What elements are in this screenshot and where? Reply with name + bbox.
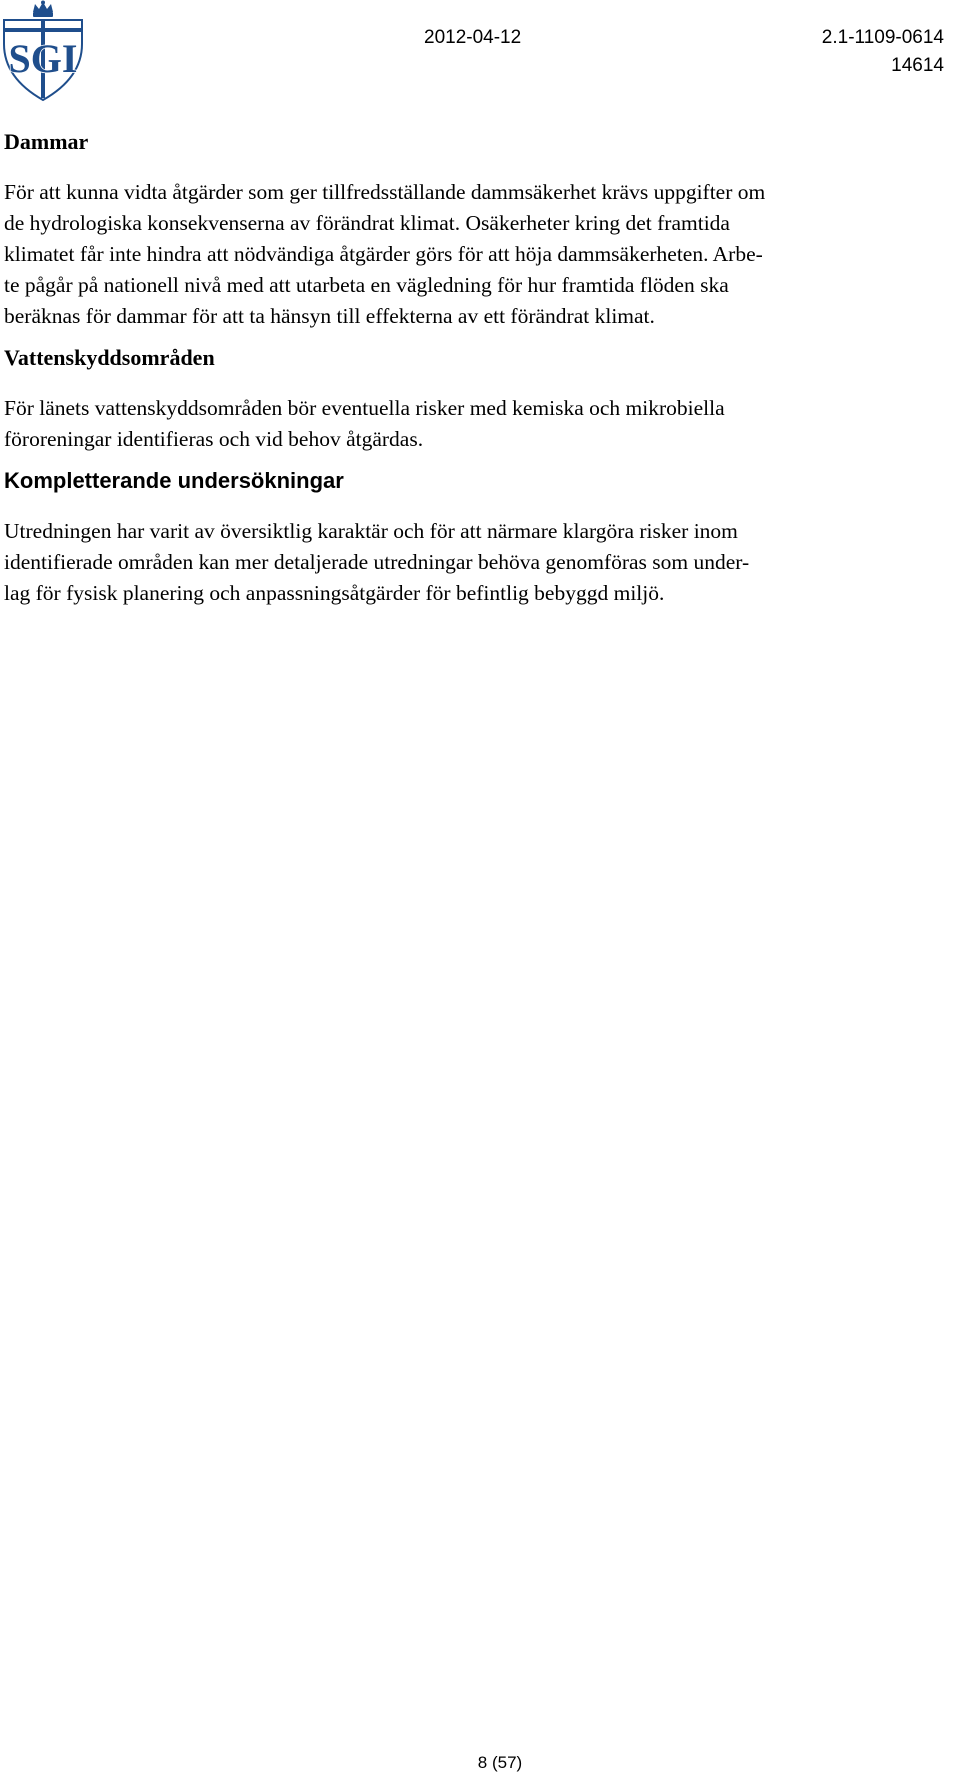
text-line: lag för fysisk planering och anpassningsåtgärder för befintlig bebyggd miljö.	[4, 581, 665, 605]
heading-kompletterande-undersokningar: Kompletterande undersökningar	[4, 468, 344, 493]
page-number: 8 (57)	[477, 1753, 523, 1772]
logo-text: SGI	[8, 36, 78, 81]
header-date: 2012-04-12	[424, 27, 522, 48]
document-body	[4, 126, 934, 609]
header-reference-block	[822, 24, 944, 80]
header-reference: 2.1-1109-0614	[821, 27, 944, 48]
text-line: de hydrologiska konsekvenserna av förändrat klimat. Osäkerheter kring det framtida	[4, 211, 730, 235]
text-line: beräknas för dammar för att ta hänsyn till effekterna av ett förändrat klimat.	[4, 304, 655, 328]
paragraph-dammar	[4, 177, 934, 332]
text-line: För att kunna vidta åtgärder som ger tillfredsställande dammsäkerhet krävs uppgifter om	[4, 180, 766, 204]
text-line: Utredningen har varit av översiktlig karaktär och för att närmare klargöra risker inom	[4, 519, 738, 543]
paragraph-kompletterande-undersokningar	[4, 516, 934, 609]
paragraph-vattenskyddsomraden	[4, 393, 934, 455]
heading-vattenskyddsomraden: Vattenskyddsområden	[4, 345, 215, 370]
text-line: klimatet får inte hindra att nödvändiga åtgärder görs för att höja dammsäkerheten. Arbe-	[4, 242, 763, 266]
sgi-logo	[0, 0, 86, 104]
header-number: 14614	[891, 55, 944, 76]
text-line: För länets vattenskyddsområden bör eventuella risker med kemiska och mikrobiella	[4, 396, 725, 420]
text-line: identifierade områden kan mer detaljerade utredningar behöva genomföras som under-	[4, 550, 750, 574]
text-line: föroreningar identifieras och vid behov åtgärdas.	[4, 427, 424, 451]
text-line: te pågår på nationell nivå med att utarbeta en vägledning för hur framtida flöden ska	[4, 273, 729, 297]
heading-dammar: Dammar	[4, 129, 89, 154]
